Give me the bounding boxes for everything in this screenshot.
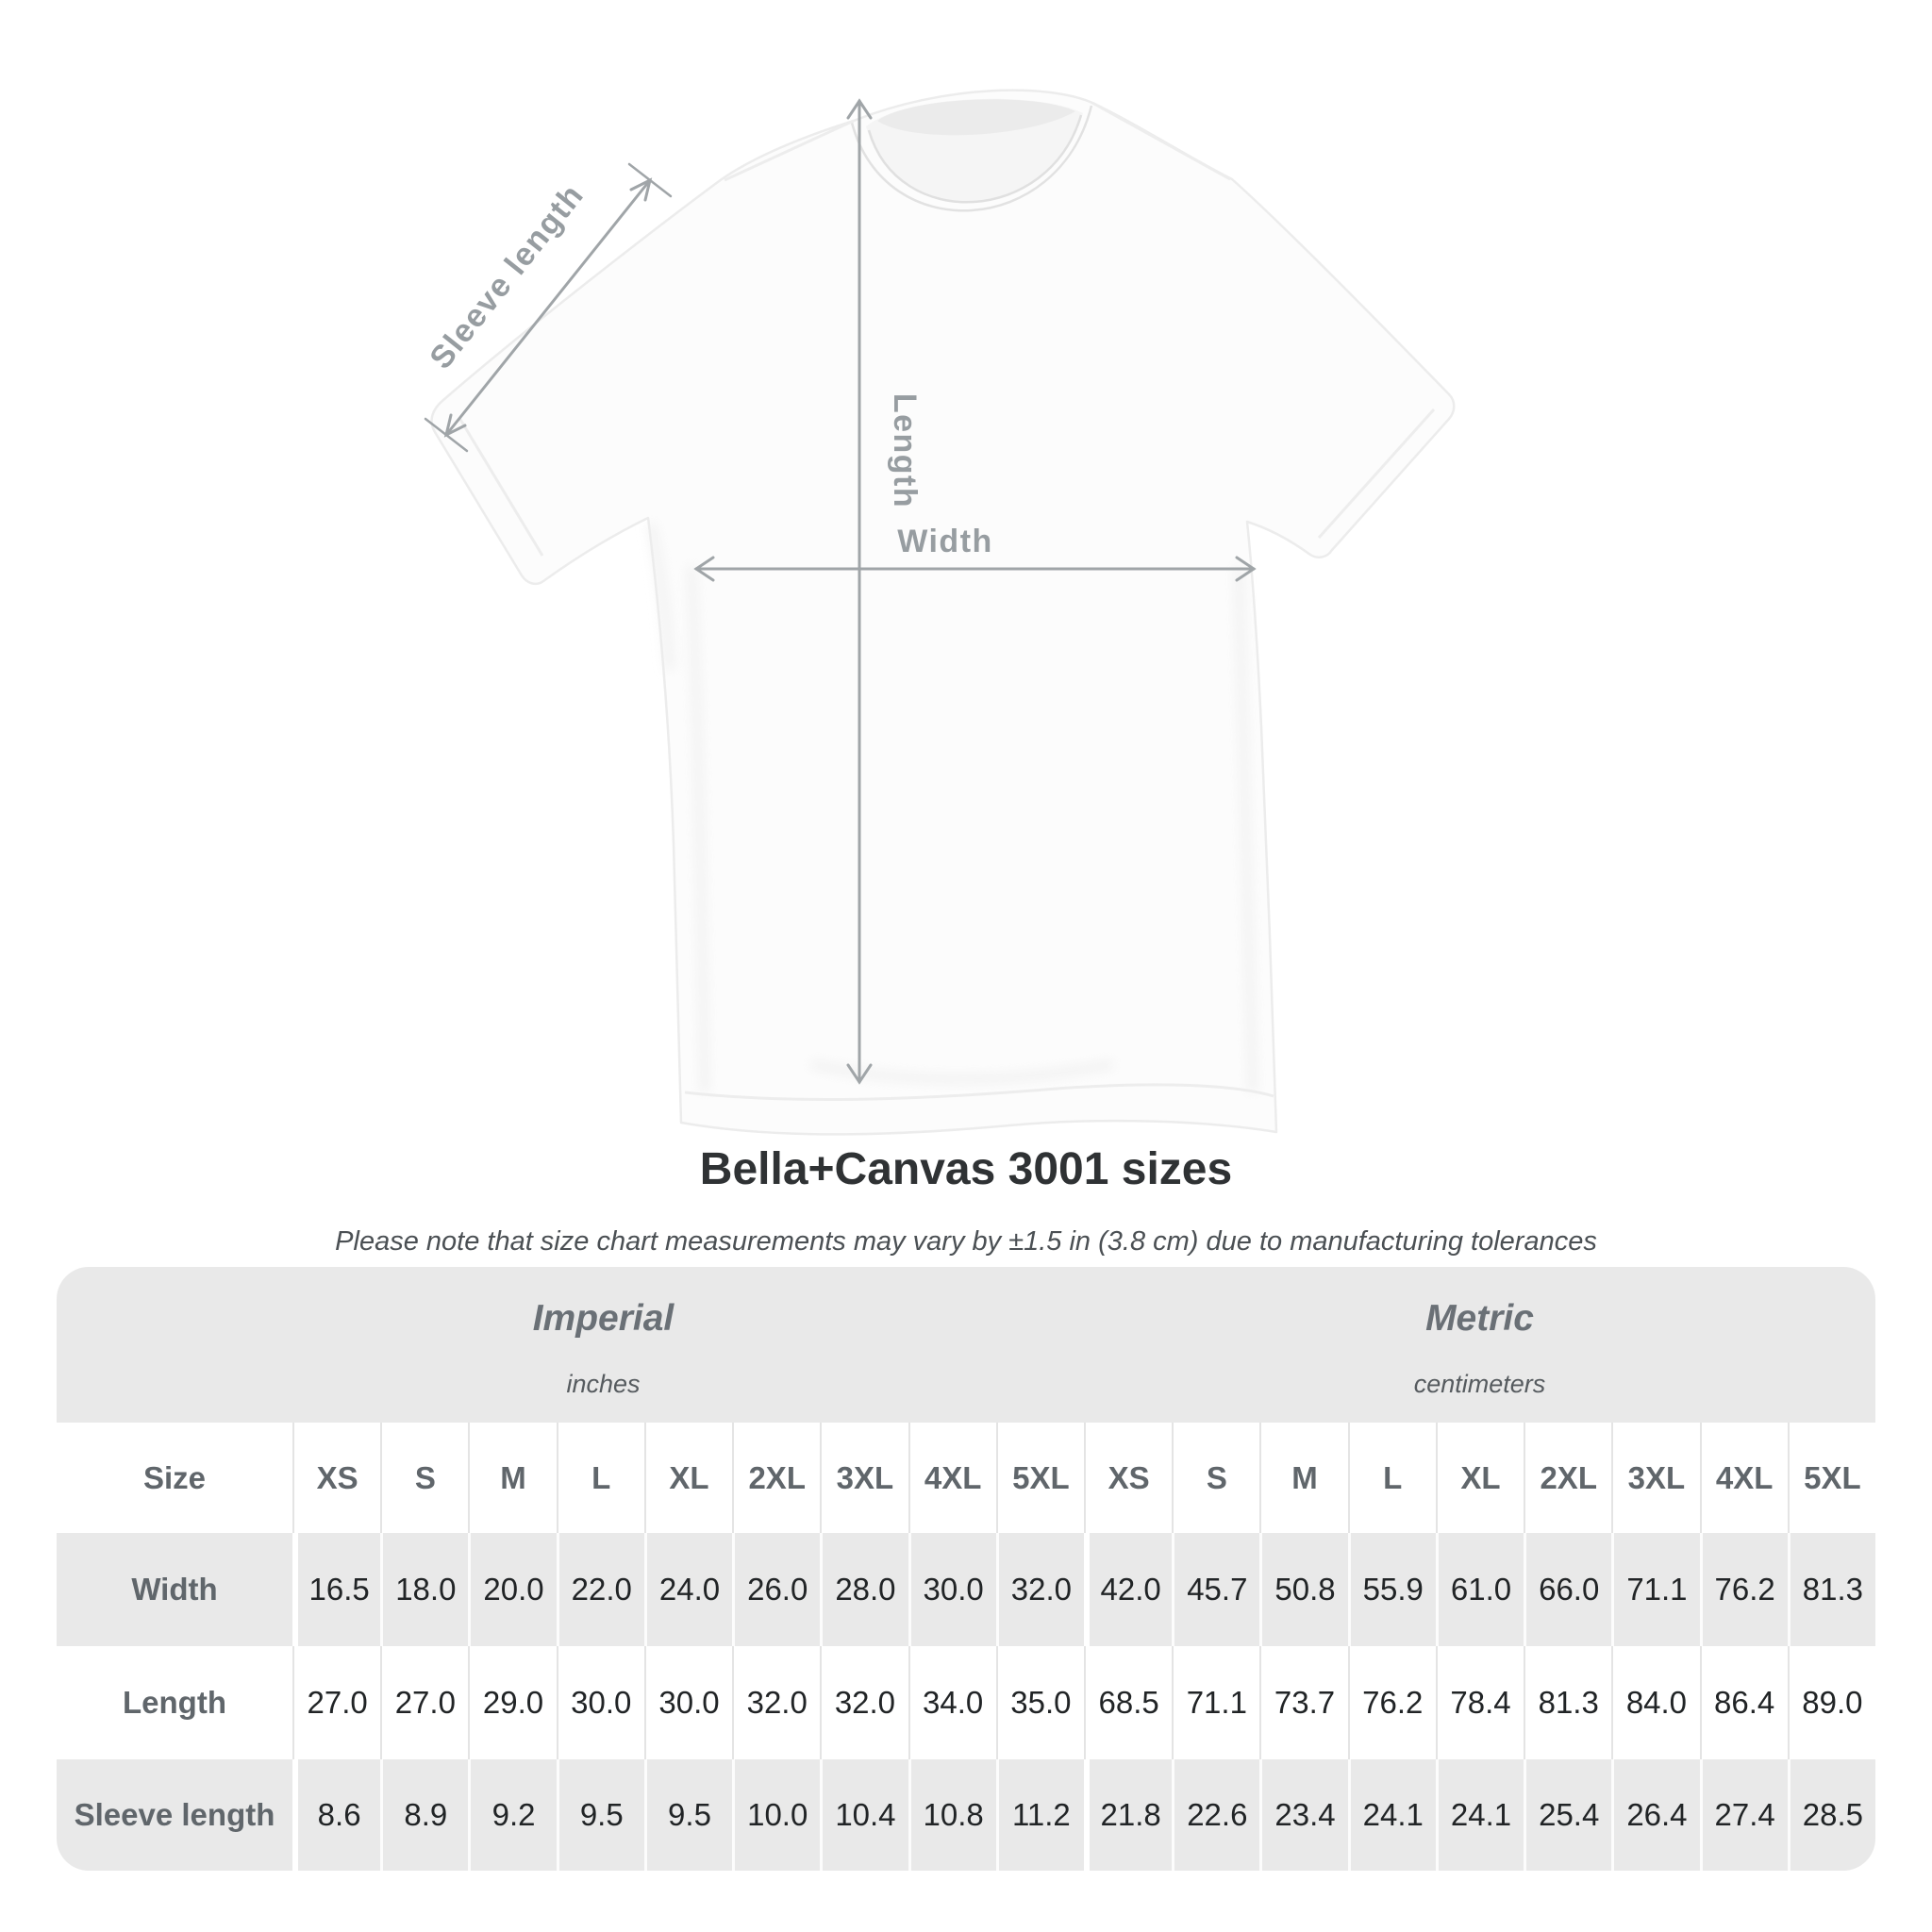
size-cell: M bbox=[1259, 1423, 1347, 1533]
value-cell: 18.0 bbox=[380, 1533, 468, 1646]
value-cell: 68.5 bbox=[1084, 1646, 1172, 1759]
tee-body bbox=[432, 91, 1455, 1135]
size-cell: 2XL bbox=[1524, 1423, 1611, 1533]
sleeve-length-label: Sleeve length bbox=[423, 176, 591, 376]
value-cell: 26.0 bbox=[732, 1533, 820, 1646]
value-cell: 16.5 bbox=[292, 1533, 380, 1646]
value-cell: 81.3 bbox=[1524, 1646, 1611, 1759]
value-cell: 86.4 bbox=[1700, 1646, 1788, 1759]
value-cell: 22.0 bbox=[557, 1533, 644, 1646]
size-cell: 3XL bbox=[1611, 1423, 1699, 1533]
value-cell: 20.0 bbox=[468, 1533, 556, 1646]
value-cell: 24.0 bbox=[644, 1533, 732, 1646]
size-cell: S bbox=[1172, 1423, 1259, 1533]
size-cell: 5XL bbox=[1788, 1423, 1875, 1533]
value-cell: 25.4 bbox=[1524, 1759, 1611, 1871]
value-cell: 78.4 bbox=[1436, 1646, 1524, 1759]
size-cell: 5XL bbox=[996, 1423, 1084, 1533]
size-cell: 4XL bbox=[908, 1423, 996, 1533]
value-cell: 32.0 bbox=[996, 1533, 1084, 1646]
value-cell: 76.2 bbox=[1700, 1533, 1788, 1646]
value-cell: 61.0 bbox=[1436, 1533, 1524, 1646]
imperial-label: Imperial bbox=[532, 1298, 675, 1339]
value-cell: 10.4 bbox=[820, 1759, 908, 1871]
value-cell: 42.0 bbox=[1084, 1533, 1172, 1646]
metric-header bbox=[1084, 1267, 1875, 1423]
value-cell: 32.0 bbox=[732, 1646, 820, 1759]
size-cell: XS bbox=[292, 1423, 380, 1533]
value-cell: 27.4 bbox=[1700, 1759, 1788, 1871]
table-row-length bbox=[57, 1646, 1875, 1759]
value-cell: 30.0 bbox=[557, 1646, 644, 1759]
value-cell: 71.1 bbox=[1172, 1646, 1259, 1759]
value-cell: 34.0 bbox=[908, 1646, 996, 1759]
value-cell: 28.0 bbox=[820, 1533, 908, 1646]
value-cell: 27.0 bbox=[380, 1646, 468, 1759]
value-cell: 11.2 bbox=[996, 1759, 1084, 1871]
size-header-row bbox=[57, 1423, 1875, 1533]
value-cell: 27.0 bbox=[292, 1646, 380, 1759]
value-cell: 10.0 bbox=[732, 1759, 820, 1871]
value-cell: 23.4 bbox=[1259, 1759, 1347, 1871]
value-cell: 76.2 bbox=[1348, 1646, 1436, 1759]
size-cell: XL bbox=[644, 1423, 732, 1533]
value-cell: 73.7 bbox=[1259, 1646, 1347, 1759]
table-row-sleeve-length bbox=[57, 1759, 1875, 1871]
value-cell: 21.8 bbox=[1084, 1759, 1172, 1871]
metric-label: Metric bbox=[1425, 1298, 1534, 1339]
metric-unit: centimeters bbox=[1413, 1370, 1546, 1398]
value-cell: 28.5 bbox=[1788, 1759, 1875, 1871]
value-cell: 8.6 bbox=[292, 1759, 380, 1871]
value-cell: 45.7 bbox=[1172, 1533, 1259, 1646]
table-row-width bbox=[57, 1533, 1875, 1646]
size-chart-table bbox=[57, 1267, 1875, 1871]
value-cell: 9.5 bbox=[644, 1759, 732, 1871]
value-cell: 50.8 bbox=[1259, 1533, 1347, 1646]
value-cell: 66.0 bbox=[1524, 1533, 1611, 1646]
row-label: Length bbox=[123, 1685, 226, 1720]
size-cell: L bbox=[557, 1423, 644, 1533]
value-cell: 9.2 bbox=[468, 1759, 556, 1871]
value-cell: 84.0 bbox=[1611, 1646, 1699, 1759]
unit-header-row bbox=[57, 1267, 1875, 1423]
size-cell: 3XL bbox=[820, 1423, 908, 1533]
page-subtitle: Please note that size chart measurements may vary by ±1.5 in (3.8 cm) due to manufacturing tolerances bbox=[335, 1226, 1597, 1257]
row-label: Sleeve length bbox=[74, 1797, 275, 1832]
value-cell: 24.1 bbox=[1348, 1759, 1436, 1871]
value-cell: 26.4 bbox=[1611, 1759, 1699, 1871]
value-cell: 32.0 bbox=[820, 1646, 908, 1759]
value-cell: 30.0 bbox=[908, 1533, 996, 1646]
value-cell: 71.1 bbox=[1611, 1533, 1699, 1646]
size-cell: 4XL bbox=[1700, 1423, 1788, 1533]
imperial-header bbox=[57, 1267, 1084, 1423]
size-cell: S bbox=[380, 1423, 468, 1533]
value-cell: 30.0 bbox=[644, 1646, 732, 1759]
value-cell: 29.0 bbox=[468, 1646, 556, 1759]
value-cell: 81.3 bbox=[1788, 1533, 1875, 1646]
size-cell: 2XL bbox=[732, 1423, 820, 1533]
size-cell: M bbox=[468, 1423, 556, 1533]
value-cell: 35.0 bbox=[996, 1646, 1084, 1759]
size-cell: XS bbox=[1084, 1423, 1172, 1533]
page-title: Bella+Canvas 3001 sizes bbox=[699, 1144, 1233, 1194]
size-corner-label: Size bbox=[142, 1459, 207, 1495]
length-label: Length bbox=[887, 392, 923, 509]
size-cell: XL bbox=[1436, 1423, 1524, 1533]
value-cell: 55.9 bbox=[1348, 1533, 1436, 1646]
value-cell: 22.6 bbox=[1172, 1759, 1259, 1871]
value-cell: 24.1 bbox=[1436, 1759, 1524, 1871]
row-label: Width bbox=[131, 1572, 218, 1607]
value-cell: 89.0 bbox=[1788, 1646, 1875, 1759]
value-cell: 9.5 bbox=[557, 1759, 644, 1871]
width-label: Width bbox=[897, 524, 993, 559]
size-cell: L bbox=[1348, 1423, 1436, 1533]
imperial-unit: inches bbox=[566, 1370, 641, 1398]
value-cell: 8.9 bbox=[380, 1759, 468, 1871]
value-cell: 10.8 bbox=[908, 1759, 996, 1871]
